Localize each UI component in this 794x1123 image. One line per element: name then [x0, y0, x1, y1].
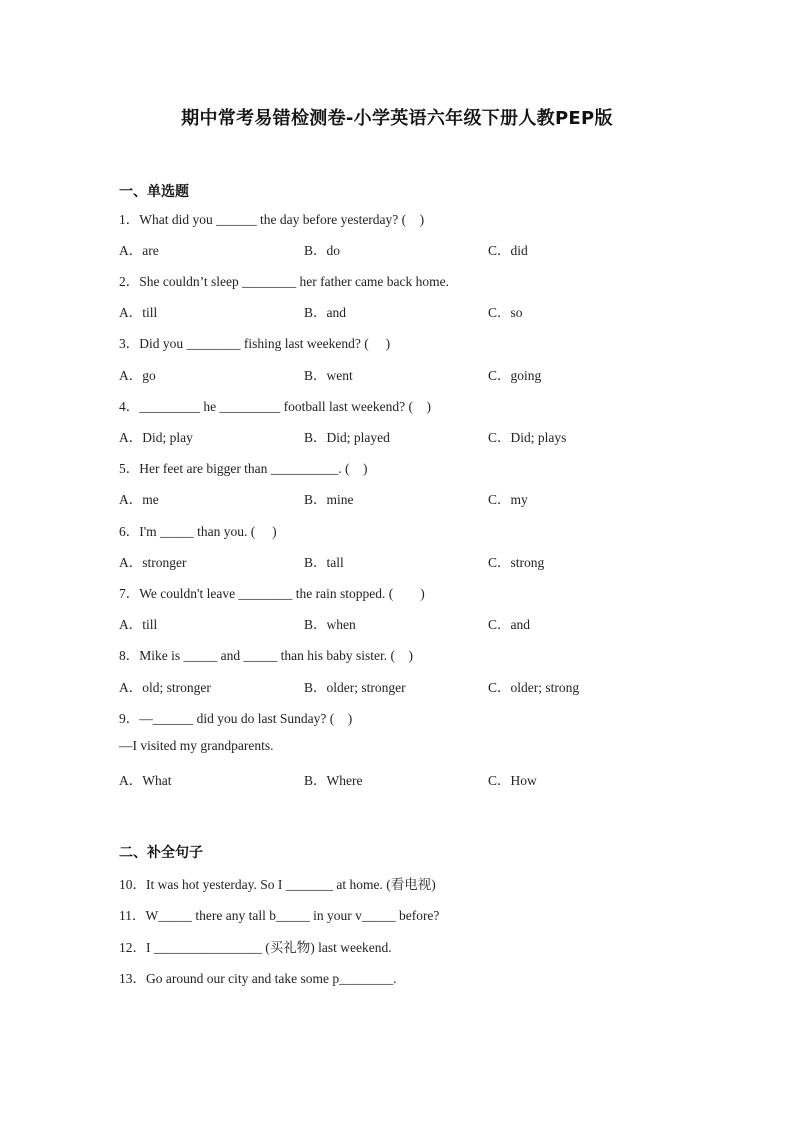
- q1-option-a[interactable]: A．are: [119, 243, 159, 258]
- question-2: 2．She couldn’t sleep ________ her father came back home.: [119, 274, 450, 289]
- q6-option-a[interactable]: A．stronger: [119, 555, 187, 570]
- q7-option-c[interactable]: C．and: [488, 617, 530, 632]
- q9-option-b[interactable]: B．Where: [304, 773, 363, 788]
- question-6: 6．I'm _____ than you. ( ): [119, 524, 277, 539]
- question-9-reply: —I visited my grandparents.: [119, 738, 274, 753]
- question-12: 12．I ________________ (买礼物) last weekend.: [119, 940, 392, 955]
- section-heading-single-choice: 一、单选题: [119, 184, 189, 200]
- q6-option-b[interactable]: B．tall: [304, 555, 344, 570]
- q8-option-a[interactable]: A．old; stronger: [119, 680, 211, 695]
- q7-option-b[interactable]: B．when: [304, 617, 356, 632]
- question-3: 3．Did you ________ fishing last weekend? ( ): [119, 336, 391, 351]
- question-13: 13．Go around our city and take some p________.: [119, 971, 397, 986]
- q1-option-c[interactable]: C．did: [488, 243, 528, 258]
- q5-option-b[interactable]: B．mine: [304, 492, 354, 507]
- question-8: 8．Mike is _____ and _____ than his baby sister. ( ): [119, 648, 413, 663]
- page-title: 期中常考易错检测卷-小学英语六年级下册人教PEP版: [181, 108, 613, 129]
- q1-option-b[interactable]: B．do: [304, 243, 341, 258]
- q5-option-c[interactable]: C．my: [488, 492, 528, 507]
- q8-option-c[interactable]: C．older; strong: [488, 680, 580, 695]
- q3-option-c[interactable]: C．going: [488, 368, 542, 383]
- question-9: 9．—______ did you do last Sunday? ( ): [119, 711, 353, 726]
- q6-option-c[interactable]: C．strong: [488, 555, 545, 570]
- question-10: 10．It was hot yesterday. So I _______ at home. (看电视): [119, 877, 436, 892]
- q3-option-b[interactable]: B．went: [304, 368, 353, 383]
- q3-option-a[interactable]: A．go: [119, 368, 156, 383]
- q2-option-c[interactable]: C．so: [488, 305, 523, 320]
- q7-option-a[interactable]: A．till: [119, 617, 158, 632]
- q4-option-b[interactable]: B．Did; played: [304, 430, 390, 445]
- q2-option-b[interactable]: B．and: [304, 305, 346, 320]
- q4-option-a[interactable]: A．Did; play: [119, 430, 193, 445]
- question-1: 1．What did you ______ the day before yesterday? ( ): [119, 212, 425, 227]
- question-7: 7．We couldn't leave ________ the rain stopped. ( ): [119, 586, 425, 601]
- section-heading-complete-sentences: 二、补全句子: [119, 845, 203, 861]
- q8-option-b[interactable]: B．older; stronger: [304, 680, 406, 695]
- question-4: 4．_________ he _________ football last weekend? ( ): [119, 399, 431, 414]
- question-11: 11．W_____ there any tall b_____ in your v_____ before?: [119, 908, 440, 923]
- q4-option-c[interactable]: C．Did; plays: [488, 430, 567, 445]
- question-5: 5．Her feet are bigger than __________. ( ): [119, 461, 368, 476]
- q2-option-a[interactable]: A．till: [119, 305, 158, 320]
- q9-option-c[interactable]: C．How: [488, 773, 537, 788]
- q9-option-a[interactable]: A．What: [119, 773, 172, 788]
- q5-option-a[interactable]: A．me: [119, 492, 159, 507]
